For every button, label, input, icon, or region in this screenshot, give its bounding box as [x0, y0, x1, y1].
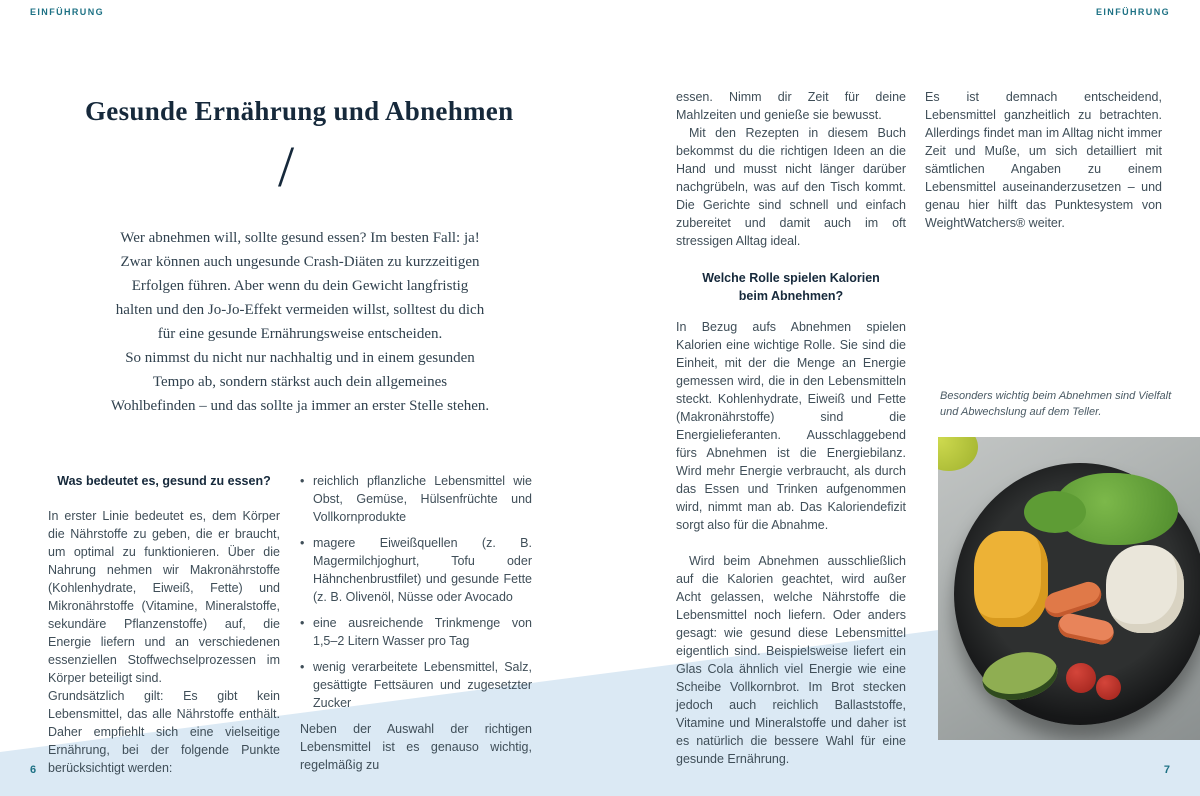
subsection-heading: Welche Rolle spielen Kalorien beim Abnehmen? — [702, 271, 880, 303]
mango-cubes — [974, 531, 1048, 627]
cherry-tomato — [1066, 663, 1096, 693]
cherry-tomato — [1096, 675, 1121, 700]
body-paragraph: In Bezug aufs Abnehmen spielen Kalorien eine wichtige Rolle. Sie sind die Einheit, mit der die Menge an Energie gemessen wird, die in den Lebensmitteln steckt. Kohlenhydrate, Eiweiß und Fette (Makronährstoffe) sind die Energielieferanten. Ausschlaggebend fürs Abnehmen ist die Energiebilanz. Wird mehr Energie verbraucht, als durch das Essen und Trinken aufgenommen wird, nimmt man ab. Das Kaloriendefizit sorgt also für die Abnahme. — [676, 320, 906, 532]
running-header-left: EINFÜHRUNG — [30, 7, 104, 17]
page-number-right: 7 — [1163, 764, 1170, 776]
lettuce-leaves — [1024, 491, 1086, 533]
body-paragraph: Wird beim Abnehmen ausschließlich auf die Kalorien geachtet, wird außer Acht gelassen, welche Nährstoffe die Lebensmittel noch liefern. Oder anders gesagt: wie gesund diese Lebensmittel eigentlich sind. Beispielsweise liefert ein Glas Cola ähnlich viel Energie wie eine Scheibe Vollkornbrot. Im Brot stecken jedoch auch reichlich Ballaststoffe, Vitamine und Mineralstoffe und daher ist es natürlich die bessere Wahl für eine gesunde Ernährung. — [676, 554, 906, 766]
chapter-title: Gesunde Ernährung und Abnehmen — [85, 96, 514, 126]
right-page-column-1 — [676, 88, 906, 768]
lime-garnish — [938, 437, 978, 471]
body-paragraph: Es ist demnach entscheidend, Lebensmittel ganzheitlich zu betrachten. Allerdings findet man im Alltag nicht immer Zeit und Muße, um sich detailliert mit sämtlichen Angaben zu einem Lebensmittel auseinanderzusetzen – und genau hier hilft das Punktesystem von WeightWatchers® weiter. — [925, 90, 1162, 230]
bullet-item: • eine ausreichende Trinkmenge von 1,5–2 Litern Wasser pro Tag — [300, 614, 532, 650]
running-header-right: EINFÜHRUNG — [1096, 7, 1170, 17]
body-paragraph: Neben der Auswahl der richtigen Lebensmittel ist es genauso wichtig, regelmäßig zu — [300, 722, 532, 772]
slash-ornament: / — [278, 134, 295, 199]
bullet-item: • wenig verarbeitete Lebensmittel, Salz, gesättigte Fettsäuren und zugesetzter Zucker — [300, 658, 532, 712]
intro-paragraph — [62, 226, 538, 418]
intro-line: Tempo ab, sondern stärkst auch dein allgemeines — [152, 374, 448, 390]
right-page-column-2 — [925, 88, 1162, 232]
intro-line: So nimmst du nicht nur nachhaltig und in einem gesunden — [125, 350, 475, 366]
left-page-column-2 — [300, 472, 532, 774]
intro-line: halten und den Jo-Jo-Effekt vermeiden willst, solltest du dich — [115, 302, 485, 318]
page-number-left: 6 — [30, 764, 37, 776]
food-photo — [938, 437, 1200, 740]
intro-line: Wohlbefinden – und das sollte ja immer an erster Stelle stehen. — [110, 398, 490, 414]
bullet-item: • reichlich pflanzliche Lebensmittel wie Obst, Gemüse, Hülsenfrüchte und Vollkornprodukte — [300, 472, 532, 526]
bullet-item: • magere Eiweißquellen (z. B. Magermilchjoghurt, Tofu oder Hähnchenbrustfilet) und gesunde Fette (z. B. Olivenöl, Nüsse oder Avocado — [300, 534, 532, 606]
intro-line: für eine gesunde Ernährungsweise entscheiden. — [157, 326, 443, 342]
photo-caption: Besonders wichtig beim Abnehmen sind Vielfalt und Abwechslung auf dem Teller. — [940, 390, 1172, 418]
body-paragraph: essen. Nimm dir Zeit für deine Mahlzeiten und genieße sie bewusst. — [676, 90, 906, 122]
body-paragraph: Mit den Rezepten in diesem Buch bekommst du die richtigen Ideen an die Hand und musst nicht länger darüber nachgrübeln, was auf den Tisch kommt. Die Gerichte sind schnell und einfach zubereitet und damit auch im oft stressigen Alltag ideal. — [676, 126, 906, 248]
intro-line: Wer abnehmen will, sollte gesund essen? Im besten Fall: ja! — [120, 230, 480, 246]
bullet-list — [300, 472, 532, 712]
rice-portion — [1106, 545, 1184, 633]
left-page-column-1 — [48, 472, 280, 777]
intro-line: Erfolgen führen. Aber wenn du dein Gewicht langfristig — [131, 278, 469, 294]
body-paragraph: In erster Linie bedeutet es, dem Körper die Nährstoffe zu geben, die er braucht, um optimal zu funktionieren. Über die Nahrung nehmen wir Makronährstoffe (Kohlenhydrate, Eiweiß, Fette) und Mikronährstoffe (Vitamine, Mineralstoffe, sekundäre Pflanzenstoffe) auf, die Energie liefern und an verschiedenen essenziellen Stoffwechselprozessen im Körper beteiligt sind. — [48, 509, 280, 685]
section-heading: Was bedeutet es, gesund zu essen? — [57, 474, 271, 488]
intro-line: Zwar können auch ungesunde Crash-Diäten zu kurzzeitigen — [120, 254, 480, 270]
body-paragraph: Grundsätzlich gilt: Es gibt kein Lebensmittel, das alle Nährstoffe enthält. Daher empfiehlt sich eine vielseitige Ernährung, bei der folgende Punkte berücksichtigt werden: — [48, 689, 280, 775]
